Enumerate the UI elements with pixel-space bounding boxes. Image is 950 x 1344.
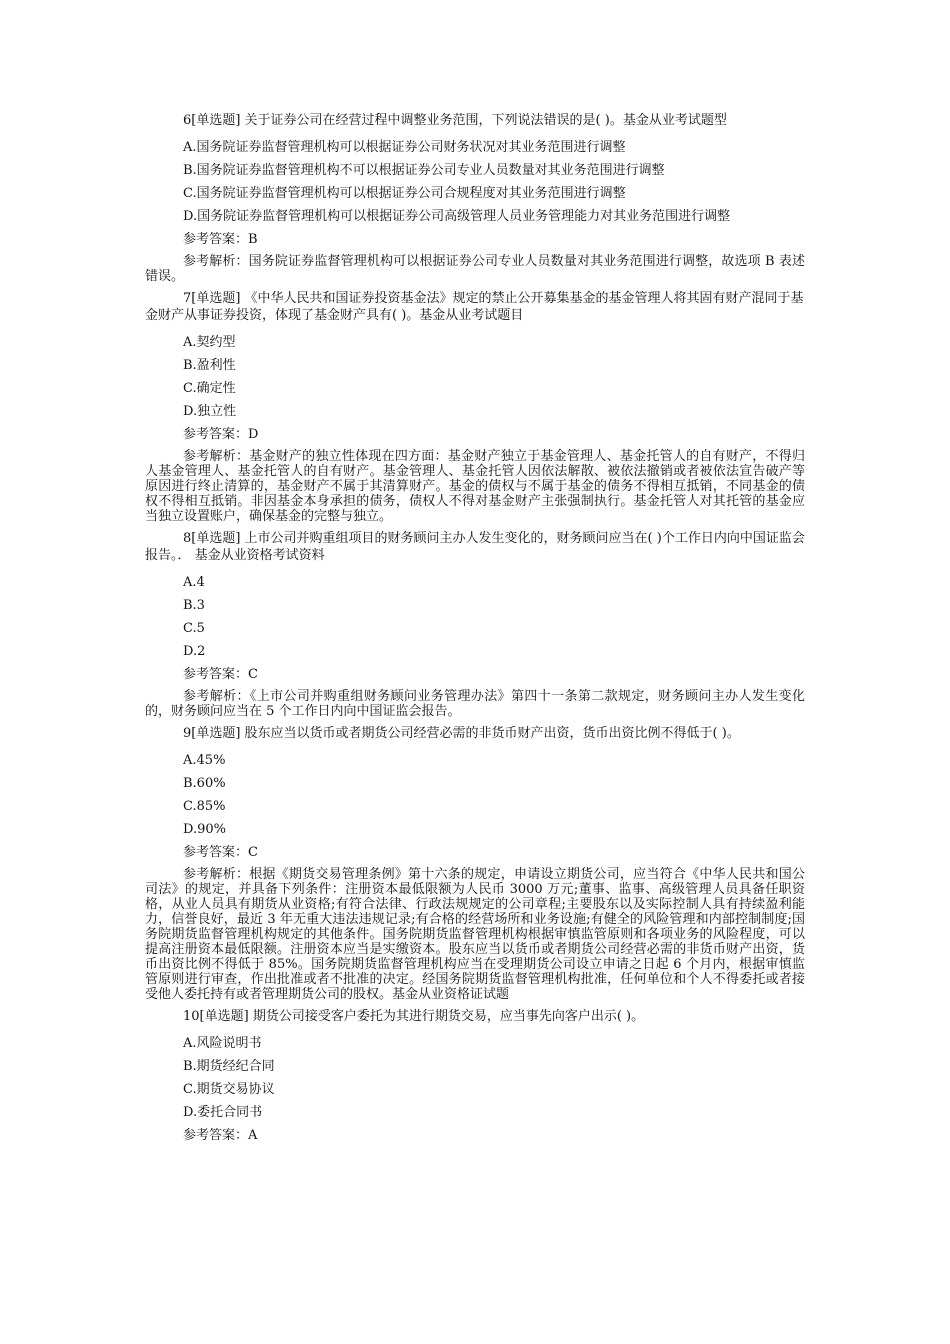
question-title: 9[单选题] 股东应当以货币或者期货公司经营必需的非货币财产出资，货币出资比例不得低于( )。 bbox=[183, 726, 740, 741]
option-c: C.85% bbox=[183, 799, 226, 814]
explanation: 参考解析：《上市公司并购重组财务顾问业务管理办法》第四十一条第二款规定，财务顾问主办人发生变化的，财务顾问应当在 5 个工作日内向中国证监会报告。 bbox=[145, 689, 805, 719]
question-list bbox=[145, 112, 805, 1150]
question-block bbox=[145, 725, 805, 1002]
option-a: A.契约型 bbox=[183, 335, 236, 350]
option-c: C.5 bbox=[183, 621, 205, 636]
option-b: B.盈利性 bbox=[183, 358, 236, 373]
option-b: B.60% bbox=[183, 776, 226, 791]
question-title: 7[单选题] 《中华人民共和国证券投资基金法》规定的禁止公开募集基金的基金管理人将其固有财产混同于基金财产从事证券投资，体现了基金财产具有( )。基金从业考试题目 bbox=[145, 291, 804, 323]
option-d: D.国务院证券监督管理机构可以根据证券公司高级管理人员业务管理能力对其业务范围进行调整 bbox=[183, 209, 731, 224]
option-d: D.2 bbox=[183, 644, 206, 659]
answer: 参考答案：C bbox=[183, 845, 258, 860]
option-d: D.委托合同书 bbox=[183, 1105, 263, 1120]
explanation: 参考解析：基金财产的独立性体现在四方面：基金财产独立于基金管理人、基金托管人的自有财产，不得归人基金管理人、基金托管人的自有财产。基金管理人、基金托管人因依法解散、被依法撤销或者被依法宣告破产等原因进行终止清算的，基金财产不属于其清算财产。基金的债权与不属于基金的债务不得相互抵销，不同基金的债权不得相互抵销。非因基金本身承担的债务，债权人不得对基金财产主张强制执行。基金托管人对其托管的基金应当独立设置账户，确保基金的完整与独立。 bbox=[145, 449, 805, 524]
option-a: A.风险说明书 bbox=[183, 1036, 262, 1051]
explanation: 参考解析：国务院证券监督管理机构可以根据证券公司专业人员数量对其业务范围进行调整，故选项 B 表述错误。 bbox=[145, 254, 805, 284]
option-b: B.3 bbox=[183, 598, 205, 613]
answer: 参考答案：B bbox=[183, 232, 258, 247]
option-d: D.独立性 bbox=[183, 404, 237, 419]
explanation: 参考解析：根据《期货交易管理条例》第十六条的规定，申请设立期货公司，应当符合《中华人民共和国公司法》的规定，并具备下列条件：注册资本最低限额为人民币 3000 万元;董事、监事、高级管理人员具备任职资格，从业人员具有期货从业资格;有符合法律、行政法规规定的公司章程;主要股东以及实际控制人具有持续盈利能力，信誉良好，最近 3 年无重大违法违规记录;有合格的经营场所和业务设施;有健全的风险管理和内部控制制度;国务院期货监督管理机构规定的其他条件。国务院期货监督管理机构根据审慎监管原则和各项业务的风险程度，可以提高注册资本最低限额。注册资本应当是实缴资本。股东应当以货币或者期货公司经营必需的非货币财产出资，货币出资比例不得低于 85%。国务院期货监督管理机构应当在受理期货公司设立申请之日起 6 个月内，根据审慎监管原则进行审查，作出批准或者不批准的决定。经国务院期货监督管理机构批准，任何单位和个人不得委托或者接受他人委托持有或者管理期货公司的股权。基金从业资格证试题 bbox=[145, 867, 805, 1002]
question-title: 6[单选题] 关于证券公司在经营过程中调整业务范围，下列说法错误的是( )。基金从业考试题型 bbox=[183, 113, 727, 128]
option-a: A.45% bbox=[183, 753, 226, 768]
question-title: 8[单选题] 上市公司并购重组项目的财务顾问主办人发生变化的，财务顾问应当在( )个工作日内向中国证监会报告。． 基金从业资格考试资料 bbox=[145, 531, 805, 563]
answer: 参考答案：C bbox=[183, 667, 258, 682]
question-block bbox=[145, 290, 805, 524]
option-a: A.国务院证券监督管理机构可以根据证券公司财务状况对其业务范围进行调整 bbox=[183, 140, 626, 155]
question-block bbox=[145, 112, 805, 284]
option-c: C.国务院证券监督管理机构可以根据证券公司合规程度对其业务范围进行调整 bbox=[183, 186, 626, 201]
answer: 参考答案：A bbox=[183, 1128, 258, 1143]
option-c: C.期货交易协议 bbox=[183, 1082, 275, 1097]
answer: 参考答案：D bbox=[183, 427, 259, 442]
option-b: B.国务院证券监督管理机构不可以根据证券公司专业人员数量对其业务范围进行调整 bbox=[183, 163, 665, 178]
option-c: C.确定性 bbox=[183, 381, 236, 396]
option-b: B.期货经纪合同 bbox=[183, 1059, 275, 1074]
option-a: A.4 bbox=[183, 575, 205, 590]
option-d: D.90% bbox=[183, 822, 226, 837]
question-block bbox=[145, 1008, 805, 1144]
question-title: 10[单选题] 期货公司接受客户委托为其进行期货交易，应当事先向客户出示( )。 bbox=[183, 1009, 645, 1024]
question-block bbox=[145, 530, 805, 719]
